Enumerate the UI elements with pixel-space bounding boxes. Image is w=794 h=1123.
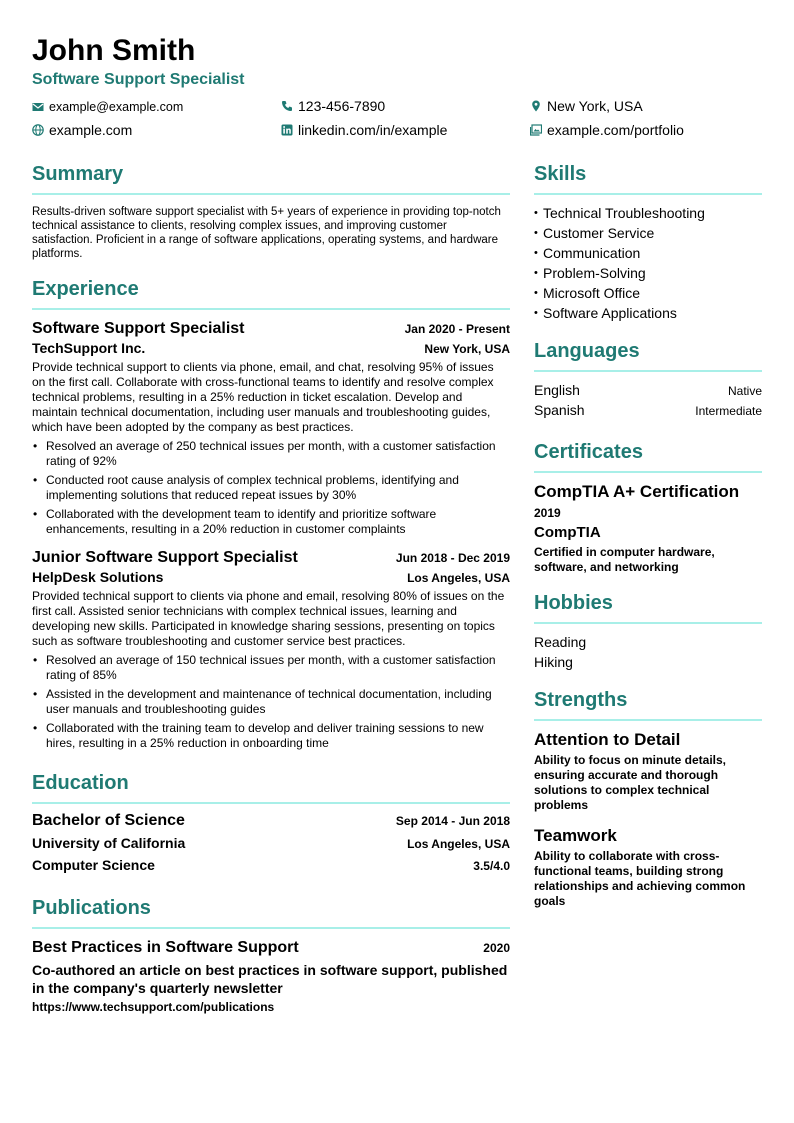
strength-item [534, 729, 762, 813]
gpa: 3.5/4.0 [473, 859, 510, 873]
skill-item: • Communication [534, 243, 762, 263]
contact-website-text: example.com [49, 122, 133, 138]
languages-heading: Languages [534, 337, 762, 372]
contact-portfolio-text: example.com/portfolio [547, 122, 684, 138]
right-column [534, 160, 762, 909]
job-description: Provide technical support to clients via phone, email, and chat, resolving 95% of issues on the first call. Collaborate with cross-functional teams to identify and resolve complex technical problems, resulting in a 25% reduction in ticket escalation. Develop and maintain technical documentation, including user manuals and troubleshooting guides, which have been adopted by the company as best practices. [32, 360, 494, 434]
education-dates: Sep 2014 - Jun 2018 [395, 814, 510, 828]
certificates-section [534, 438, 762, 575]
strength-item [534, 825, 762, 909]
contact-phone[interactable] [281, 98, 385, 114]
field-of-study: Computer Science [32, 857, 155, 873]
publication-link[interactable]: https://www.techsupport.com/publications [32, 1000, 275, 1014]
job-title: Junior Software Support Specialist [32, 549, 298, 566]
achievement-item: • Collaborated with the training team to develop and deliver training sessions to new hires, resulting in a 25% reduction in onboarding time [32, 721, 510, 751]
contact-location [530, 98, 643, 114]
contact-email[interactable] [32, 99, 183, 115]
summary-heading: Summary [32, 160, 510, 195]
experience-entry [32, 318, 510, 537]
contact-linkedin[interactable] [281, 122, 447, 138]
contact-website[interactable] [32, 122, 132, 138]
contact-email-text: example@example.com [49, 100, 184, 114]
contact-portfolio[interactable] [530, 122, 684, 138]
job-description: Provided technical support to clients via phone and email, resolving 80% of issues on the first call. Assisted senior technicians with complex technical issues, learning and developing new skills. Participated in knowledge sharing sessions, presenting on topics such as software troubleshooting and customer service best practices. [32, 589, 505, 648]
linkedin-icon [281, 124, 293, 136]
contact-location-text: New York, USA [547, 98, 643, 114]
education-section [32, 769, 510, 876]
skills-section [534, 160, 762, 323]
strength-title: Attention to Detail [534, 730, 681, 749]
education-heading: Education [32, 769, 510, 804]
language-name: English [534, 382, 580, 398]
job-achievements [32, 439, 510, 537]
candidate-name: John Smith [32, 34, 196, 67]
hobby-item: Hiking [534, 654, 573, 670]
language-name: Spanish [534, 402, 585, 418]
contact-linkedin-text: linkedin.com/in/example [298, 122, 448, 138]
achievement-item: • Conducted root cause analysis of complex technical problems, identifying and implementing solutions that reduced repeat issues by 30% [32, 473, 510, 503]
skill-item: • Microsoft Office [534, 283, 762, 303]
globe-icon [32, 124, 44, 136]
contact-phone-text: 123-456-7890 [298, 98, 386, 114]
job-company: TechSupport Inc. [32, 340, 146, 356]
languages-section [534, 337, 762, 420]
skill-item: • Software Applications [534, 303, 762, 323]
job-dates: Jun 2018 - Dec 2019 [395, 551, 510, 565]
job-location: Los Angeles, USA [407, 571, 510, 585]
strength-description: Ability to collaborate with cross-functional teams, building strong relationships and achieving common goals [534, 849, 746, 908]
publication-title: Best Practices in Software Support [32, 939, 299, 956]
publication-year: 2020 [483, 941, 510, 955]
job-achievements [32, 653, 510, 751]
certificate-title: CompTIA A+ Certification [534, 482, 740, 501]
publications-heading: Publications [32, 894, 510, 929]
summary-text: Results-driven software support specialist with 5+ years of experience in providing top-notch technical assistance to clients, resolving complex issues, and improving customer satisfaction. Proficient in a range of software applications, operating systems, and hardware platforms. [32, 206, 501, 260]
achievement-item: • Assisted in the development and maintenance of technical documentation, including user manuals and troubleshooting guides [32, 687, 510, 717]
skill-item: • Technical Troubleshooting [534, 203, 762, 223]
language-level: Native [727, 384, 762, 398]
school: University of California [32, 835, 186, 851]
achievement-item: • Collaborated with the development team to identify and prioritize software enhancements, resulting in a 20% reduction in customer complaints [32, 507, 510, 537]
envelope-icon [32, 101, 44, 113]
skills-heading: Skills [534, 160, 762, 195]
skill-item: • Customer Service [534, 223, 762, 243]
phone-icon [281, 100, 293, 112]
left-column [32, 160, 510, 1015]
candidate-title: Software Support Specialist [32, 71, 245, 88]
strengths-heading: Strengths [534, 686, 762, 721]
portfolio-icon [530, 124, 542, 136]
certificates-heading: Certificates [534, 438, 762, 473]
degree: Bachelor of Science [32, 812, 185, 829]
language-item [534, 400, 762, 420]
strength-description: Ability to focus on minute details, ensuring accurate and thorough solutions to complex technical problems [534, 753, 727, 812]
hobby-item: Reading [534, 634, 587, 650]
experience-entry [32, 547, 510, 751]
language-level: Intermediate [695, 404, 762, 418]
experience-section [32, 275, 510, 751]
job-company: HelpDesk Solutions [32, 569, 164, 585]
map-pin-icon [530, 100, 542, 112]
publication-description: Co-authored an article on best practices in software support, published in the company's quarterly newsletter [32, 962, 508, 996]
job-dates: Jan 2020 - Present [404, 322, 510, 336]
strengths-section [534, 686, 762, 909]
publications-section [32, 894, 510, 1015]
summary-section [32, 160, 510, 261]
school-location: Los Angeles, USA [407, 837, 510, 851]
achievement-item: • Resolved an average of 250 technical issues per month, with a customer satisfaction rating of 92% [32, 439, 510, 469]
certificate-description: Certified in computer hardware, software, and networking [534, 545, 715, 574]
job-title: Software Support Specialist [32, 320, 245, 337]
certificate-issuer: CompTIA [534, 524, 601, 541]
hobbies-section [534, 589, 762, 672]
skill-item: • Problem-Solving [534, 263, 762, 283]
hobbies-heading: Hobbies [534, 589, 762, 624]
job-location: New York, USA [424, 342, 510, 356]
certificate-year: 2019 [534, 506, 561, 520]
language-item [534, 380, 762, 400]
experience-heading: Experience [32, 275, 510, 310]
strength-title: Teamwork [534, 826, 617, 845]
achievement-item: • Resolved an average of 150 technical issues per month, with a customer satisfaction rating of 85% [32, 653, 510, 683]
